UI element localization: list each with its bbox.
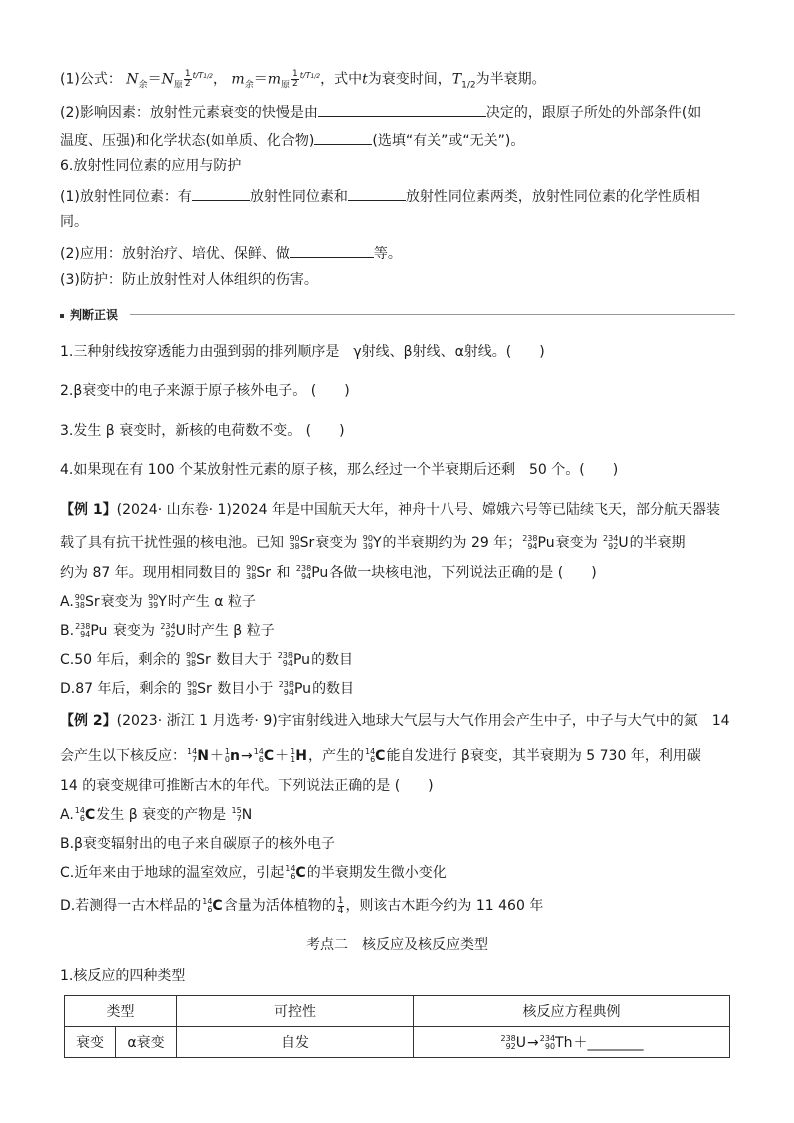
sr-symbol: Sr (197, 681, 212, 697)
factors-line-2 (60, 128, 524, 151)
m-symbol: m (231, 71, 245, 88)
isotope-line-1 (60, 184, 700, 207)
h1-atomic: 1 (290, 755, 296, 764)
judge-heading (60, 306, 118, 323)
option-a-text-c: 时产生 α 粒子 (167, 594, 256, 610)
T-var: T (451, 71, 462, 88)
sr-mass: 90 (246, 564, 257, 573)
pu-atomic: 94 (80, 630, 91, 639)
table-row (65, 1027, 730, 1058)
option-b-text-c: 时产生 β 粒子 (186, 623, 275, 639)
sr-atomic: 38 (185, 659, 197, 668)
isotope-y90 (363, 533, 382, 553)
ex1-tag: 【例 1】 (60, 502, 117, 518)
ex2-text-2b: ，产生的 (307, 748, 364, 764)
option-d-text-b: 数目小于 (217, 681, 274, 697)
h1-mass: 1 (290, 747, 296, 756)
u234-symbol: U (175, 623, 186, 639)
fill-blank-5[interactable] (290, 241, 374, 258)
ex1-line-2 (60, 533, 686, 553)
judge-heading-text: 判断正误 (70, 308, 119, 322)
sr-symbol: Sr (196, 652, 211, 668)
protection-line: (3)防护：防止放射性对人体组织的伤害。 (60, 272, 318, 288)
fill-blank-2[interactable] (314, 128, 372, 145)
exp-t-2: t (299, 71, 303, 80)
c14-atomic: 6 (290, 872, 296, 881)
n14-mass: 14 (187, 747, 198, 756)
u234-mass: 234 (603, 534, 619, 543)
cell-spontaneous: 自发 (177, 1027, 414, 1058)
y-atomic: 39 (362, 542, 373, 551)
pu-atomic: 94 (301, 572, 312, 581)
fraction-num: 1 (184, 69, 191, 80)
factors-text-2b: (选填“有关”或“无关”)。 (372, 133, 525, 149)
ex1-text-3c: 各做一块核电池，下列说法正确的是 ( ) (329, 565, 597, 581)
point2-subtitle: 1.核反应的四种类型 (60, 968, 186, 984)
quarter-fraction (337, 897, 345, 916)
judge-q4: 4.如果现在有 100 个某放射性元素的原子核，那么经过一个半衰期后还剩 50 个。( ) (60, 462, 619, 478)
pu-atomic: 94 (282, 659, 293, 668)
ex1-text-3b: 和 (276, 565, 291, 581)
isotope-c14-b (365, 746, 385, 766)
ex2-option-d-text-c: ，则该古木距今约为 11 460 年 (345, 898, 544, 914)
exp-sub: 1/2 (203, 73, 213, 80)
y-symbol: Y (158, 594, 167, 610)
fraction-den: 2 (184, 79, 191, 90)
n14-atomic: 7 (192, 755, 198, 764)
ex1-text-2e: 的半衰期 (629, 535, 686, 551)
point2-title: 考点二 核反应及核反应类型 (306, 937, 488, 953)
application-text-a: (2)应用：放射治疗、培优、保鲜、做 (60, 246, 290, 262)
judge-q1: 1.三种射线按穿透能力由强到弱的排列顺序是 γ射线、β射线、α射线。( ) (60, 344, 545, 360)
option-b-label: B. (60, 623, 75, 639)
ex2-tag: 【例 2】 (60, 713, 117, 729)
pu-atomic: 94 (283, 688, 294, 697)
ex1-text-1: (2024· 山东卷· 1)2024 年是中国航天大年，神舟十八号、嫦娥六号等已陆续飞天，部分航天器装 (116, 502, 720, 518)
c14-symbol: C (375, 748, 386, 764)
option-d-text-a: D.87 年后，剩余的 (60, 681, 182, 697)
ex2-option-d-text-b: 含量为活体植物的 (223, 898, 336, 914)
ex2-option-a-label: A. (60, 807, 74, 823)
equation-blank[interactable]: ＋________ (573, 1035, 644, 1051)
sr-symbol: Sr (84, 594, 100, 610)
m-symbol-2: m (267, 71, 281, 88)
fill-blank-4[interactable] (348, 184, 406, 201)
c14-mass: 14 (202, 897, 213, 906)
c14-atomic: 6 (79, 814, 85, 823)
ex1-text-2d: 衰变为 (555, 535, 598, 551)
judge-q2: 2.β衰变中的电子来源于原子核外电子。 ( ) (60, 383, 350, 399)
option-c-text-c: 的数目 (311, 652, 354, 668)
formula-line: (1)公式： $N_余=N_原$ $\frac{1}{2}$ $^{t/T1/2}$， $m_余=m_原$ $\frac{1}{2}$ $^{t/T1/2}$，式中t为衰变时间，$T_{1/2}$为半衰期。 (60, 69, 546, 91)
formula-suffix-b: 为衰变时间， (367, 71, 452, 88)
isotope-line-2: 同。 (60, 214, 88, 230)
exp-sub-2: 1/2 (310, 73, 321, 80)
exponent-2: t/T1/2 (299, 71, 321, 80)
factors-text-2a: 温度、压强)和化学状态(如单质、化合物) (60, 133, 315, 149)
isotope-u234-b (160, 621, 186, 641)
pu-mass: 238 (278, 680, 294, 689)
isotope-pu238-d (278, 650, 310, 670)
plus-sign: ＋ (209, 748, 224, 764)
isotope-c14-c (75, 805, 95, 825)
isotope-u234 (603, 533, 629, 553)
m-remaining-sub: 余 (244, 80, 254, 91)
plus-sign-2: ＋ (275, 748, 290, 764)
header-control: 可控性 (177, 996, 414, 1027)
isotope-c14-e (202, 896, 222, 916)
quarter-den: 4 (337, 905, 344, 916)
c14-mass: 14 (285, 864, 296, 873)
pu-mass: 238 (295, 564, 312, 573)
formula-suffix-c: 为半衰期。 (475, 71, 546, 88)
ex1-text-2a: 载了具有抗干扰性强的核电池。已知 (60, 535, 284, 551)
y-symbol: Y (372, 535, 382, 551)
section-divider (130, 314, 735, 315)
isotope-n14 (187, 746, 209, 766)
ex2-line-3: 14 的衰变规律可推断古木的年代。下列说法正确的是 ( ) (60, 778, 434, 794)
exp-T: T (198, 71, 204, 80)
factors-text-1b: 决定的，跟原子所处的外部条件(如 (485, 105, 702, 121)
ex1-text-2b: 衰变为 (315, 535, 358, 551)
th-mass: 234 (539, 1034, 556, 1043)
fraction-num-2: 1 (292, 69, 298, 80)
isotope-sr90-b (246, 563, 271, 583)
ex2-option-d[interactable] (60, 896, 543, 916)
ex1-line-3 (60, 563, 597, 583)
n-mass: 1 (224, 747, 230, 756)
option-c-text-b: 数目大于 (216, 652, 273, 668)
c14-mass: 14 (253, 747, 264, 756)
T-sub: 1/2 (461, 80, 476, 91)
ex2-line-2 (60, 746, 701, 766)
judge-q3: 3.发生 β 衰变时，新核的电荷数不变。 ( ) (60, 423, 345, 439)
table-header-row (65, 996, 730, 1027)
n15-atomic: 7 (236, 814, 242, 823)
fill-blank-3[interactable] (192, 184, 250, 201)
sr-mass: 90 (186, 680, 198, 689)
ex2-option-a[interactable] (60, 805, 253, 825)
sr-mass: 90 (289, 534, 300, 543)
u238-symbol: U (515, 1035, 527, 1051)
c14-mass: 14 (74, 806, 85, 815)
exponent: t/T1/2 (192, 71, 213, 80)
u238-mass: 238 (500, 1034, 516, 1043)
ex1-line-1 (60, 500, 720, 520)
u234-mass: 234 (160, 622, 176, 631)
c14-mass: 14 (364, 747, 376, 756)
n14-symbol: N (197, 748, 209, 764)
sr-atomic: 38 (74, 601, 85, 610)
option-c-text-a: C.50 年后，剩余的 (60, 652, 181, 668)
c14-symbol: C (212, 898, 223, 914)
application-text-b: 等。 (373, 246, 402, 262)
reaction-arrow-2: → (527, 1035, 539, 1051)
ex2-text-2a: 会产生以下核反应： (60, 748, 186, 764)
isotope-sr90-d (186, 650, 211, 670)
sr-atomic: 38 (289, 542, 300, 551)
m-original-sub: 原 (280, 80, 290, 91)
cell-alpha-decay: α衰变 (116, 1027, 177, 1058)
half-fraction-2 (291, 70, 299, 89)
ex2-option-b[interactable]: B.β衰变辐射出的电子来自碳原子的核外电子 (60, 836, 335, 852)
isotope-pu238-b (296, 563, 328, 583)
pu-atomic: 94 (527, 542, 538, 551)
y-mass: 90 (362, 534, 373, 543)
isotope-u238 (501, 1035, 527, 1051)
cell-equation (414, 1027, 730, 1058)
option-a-label: A. (60, 594, 74, 610)
fill-blank-1[interactable] (318, 100, 486, 117)
section6-title: 6.放射性同位素的应用与防护 (60, 158, 242, 174)
fraction-den-2: 2 (292, 79, 298, 90)
y-atomic: 39 (148, 601, 159, 610)
ex2-text-2c: 能自发进行 β衰变，其半衰期为 5 730 年，利用碳 (386, 748, 701, 764)
pu-mass: 238 (75, 622, 91, 631)
isotope-sr90 (289, 533, 314, 553)
ex1-option-c[interactable] (60, 650, 353, 670)
c14-symbol: C (263, 748, 275, 764)
sr-mass: 90 (185, 651, 197, 660)
n15-symbol: N (241, 807, 253, 823)
formula-sep: ， (212, 71, 227, 88)
t-var: t (362, 71, 368, 88)
pu-symbol: Pu (90, 623, 108, 639)
sr-symbol: Sr (256, 565, 272, 581)
n15-mass: 15 (231, 806, 242, 815)
isotope-pu238 (522, 533, 554, 553)
isotope-pu238-c (75, 621, 107, 641)
exp-t: t (192, 71, 196, 80)
exp-T-2: T (305, 71, 311, 80)
reaction-types-table (64, 995, 730, 1058)
ex2-line-1 (60, 711, 730, 731)
reaction-arrow: → (240, 748, 253, 764)
isotope-pu238-e (279, 679, 311, 699)
pu-symbol: Pu (311, 565, 329, 581)
isotope-c14 (254, 746, 274, 766)
option-a-text-b: 衰变为 (100, 594, 143, 610)
option-b-text-b: 衰变为 (112, 623, 155, 639)
n-symbol-2: N (161, 71, 174, 88)
sr-atomic: 38 (186, 688, 198, 697)
c14-atomic: 6 (207, 905, 213, 914)
isotope-th234 (540, 1035, 573, 1051)
formula-suffix-a: ，式中 (320, 71, 363, 88)
pu-mass: 238 (277, 651, 293, 660)
y-mass: 90 (148, 593, 159, 602)
factors-line-1 (60, 100, 701, 123)
n-symbol: N (126, 71, 139, 88)
u234-symbol: U (618, 535, 629, 551)
u238-atomic: 92 (505, 1042, 516, 1051)
isotope-neutron (225, 746, 240, 766)
ex1-text-2c: 的半衰期约为 29 年； (382, 535, 522, 551)
pu-symbol: Pu (292, 652, 311, 668)
ex2-option-c[interactable] (60, 863, 447, 883)
n-symbol: n (230, 748, 240, 764)
th-symbol: Th (555, 1035, 573, 1051)
cell-decay: 衰变 (65, 1027, 116, 1058)
c14-atomic: 6 (370, 755, 376, 764)
ex2-option-a-text: 发生 β 衰变的产物是 (96, 807, 227, 823)
h1-symbol: H (295, 748, 307, 764)
pu-mass: 238 (522, 534, 538, 543)
c14-symbol: C (84, 807, 96, 823)
isotope-y90-b (148, 592, 167, 612)
n-remaining-sub: 余 (138, 80, 148, 91)
isotope-sr90-c (75, 592, 100, 612)
ex2-option-c-text-a: C.近年来由于地球的温室效应，引起 (60, 865, 285, 881)
isotope-h1 (290, 746, 307, 766)
header-equation: 核反应方程典例 (414, 996, 730, 1027)
bullet-dot-icon (60, 314, 64, 318)
c14-atomic: 6 (258, 755, 264, 764)
th-atomic: 90 (544, 1042, 556, 1051)
n-atomic: 0 (224, 755, 230, 764)
pu-symbol: Pu (293, 681, 312, 697)
n-original-sub: 原 (173, 80, 183, 91)
half-fraction (184, 70, 192, 89)
isotope-sr90-e (187, 679, 212, 699)
isotope-c14-d (285, 863, 305, 883)
isotope-text-b: 放射性同位素和 (249, 189, 348, 205)
u234-atomic: 92 (165, 630, 176, 639)
ex2-text-1: (2023· 浙江 1 月选考· 9)宇宙射线进入地球大气层与大气作用会产生中子，中子与大气中的氮 14 (116, 713, 730, 729)
ex1-option-d[interactable] (60, 679, 354, 699)
isotope-text-a: (1)放射性同位素：有 (60, 189, 192, 205)
sr-atomic: 38 (246, 572, 257, 581)
sr-symbol: Sr (299, 535, 315, 551)
ex1-text-3a: 约为 87 年。现用相同数目的 (60, 565, 241, 581)
header-type: 类型 (65, 996, 177, 1027)
c14-symbol: C (295, 865, 306, 881)
pu-symbol: Pu (537, 535, 555, 551)
quarter-num: 1 (337, 895, 344, 906)
formula-prefix: (1)公式： (60, 71, 122, 88)
ex2-option-d-text-a: D.若测得一古木样品的 (60, 898, 202, 914)
application-line (60, 241, 402, 264)
ex1-option-a[interactable] (60, 592, 256, 612)
ex1-option-b[interactable] (60, 621, 275, 641)
option-d-text-c: 的数目 (312, 681, 355, 697)
factors-text-1a: (2)影响因素：放射性元素衰变的快慢是由 (60, 105, 318, 121)
u234-atomic: 92 (608, 542, 619, 551)
ex2-option-c-text-b: 的半衰期发生微小变化 (306, 865, 447, 881)
isotope-n15 (232, 805, 253, 825)
sr-mass: 90 (74, 593, 85, 602)
isotope-text-c: 放射性同位素两类，放射性同位素的化学性质相 (405, 189, 700, 205)
